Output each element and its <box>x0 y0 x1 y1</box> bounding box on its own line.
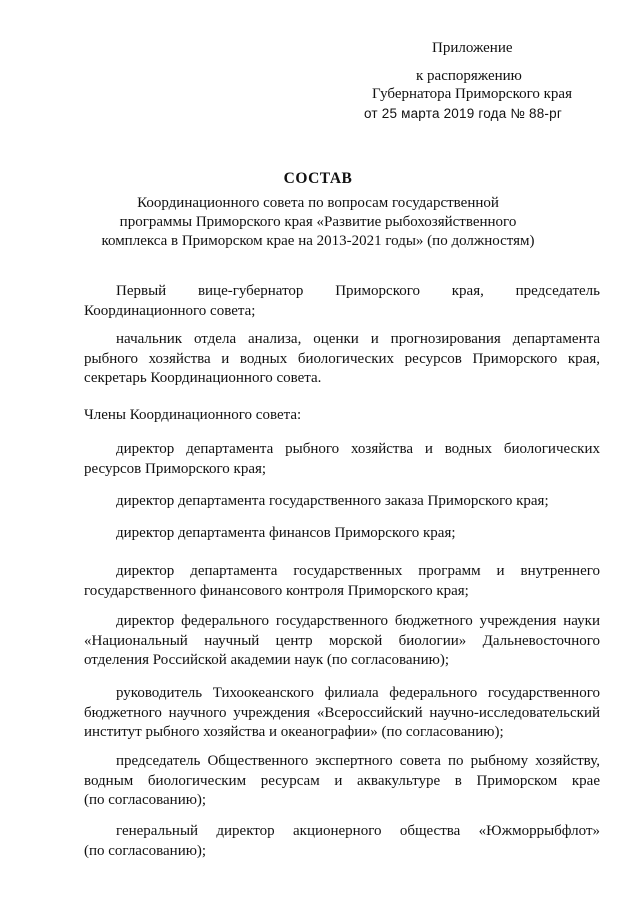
entry-line: директор федерального государственного бюджетного учреждения науки <box>116 613 600 629</box>
entry-line: генеральный директор акционерного общества «Южморрыбфлот» <box>116 823 600 839</box>
entry-member-1 <box>84 440 600 479</box>
entry-line: председатель Общественного экспертного совета по рыбному хозяйству, <box>116 753 600 769</box>
entry-line: секретарь Координационного совета. <box>84 370 322 386</box>
entry-secretary <box>84 330 600 389</box>
entry-line: бюджетного научного учреждения «Всероссийский научно-исследовательский <box>84 704 600 721</box>
entry-line: институт рыбного хозяйства и океанографии» (по согласованию); <box>84 724 504 740</box>
members-heading: Члены Координационного совета: <box>84 407 302 423</box>
subtitle-line: программы Приморского края «Развитие рыбохозяйственного <box>119 214 517 230</box>
annex-order-ref: к распоряжению <box>416 68 522 84</box>
entry-line: водным биологическим ресурсам и аквакультуре в Приморском крае <box>84 772 600 789</box>
entry-line: директор департамента государственных программ и внутреннего <box>116 563 600 579</box>
entry-member-3: директор департамента финансов Приморского края; <box>116 525 456 541</box>
subtitle-line: Координационного совета по вопросам государственной <box>137 195 499 211</box>
entry-line: ресурсов Приморского края; <box>84 460 267 477</box>
annex-issuer: Губернатора Приморского края <box>372 86 572 102</box>
entry-line: начальник отдела анализа, оценки и прогнозирования департамента <box>116 331 600 347</box>
entry-member-8 <box>84 822 600 861</box>
document-title: СОСТАВ <box>283 170 353 187</box>
entry-member-7 <box>84 752 600 811</box>
entry-line: государственного финансового контроля Приморского края; <box>84 582 469 599</box>
entry-line: (по согласованию); <box>84 792 207 808</box>
entry-member-6 <box>84 684 600 743</box>
subtitle-line: комплекса в Приморском крае на 2013-2021 годы» (по должностям) <box>101 233 535 249</box>
entry-line: директор департамента рыбного хозяйства и водных биологических <box>116 441 600 457</box>
entry-member-5 <box>84 612 600 671</box>
entry-line: руководитель Тихоокеанского филиала федерального государственного <box>116 685 600 701</box>
annex-label: Приложение <box>432 40 513 56</box>
entry-line: «Национальный научный центр морской биологии» Дальневосточного <box>84 632 600 649</box>
entry-line: рыбного хозяйства и водных биологических ресурсов Приморского края, <box>84 350 600 367</box>
entry-line: (по согласованию); <box>84 842 207 859</box>
annex-date-number: от 25 марта 2019 года № 88-рг <box>364 106 562 121</box>
entry-line: Первый вице-губернатор Приморского края, председатель <box>116 283 600 299</box>
entry-line: Координационного совета; <box>84 302 256 319</box>
document-subtitle <box>0 194 636 251</box>
entry-line: отделения Российской академии наук (по согласованию); <box>84 652 449 668</box>
entry-chair <box>84 282 600 321</box>
entry-member-4 <box>84 562 600 601</box>
entry-member-2: директор департамента государственного заказа Приморского края; <box>116 493 549 509</box>
